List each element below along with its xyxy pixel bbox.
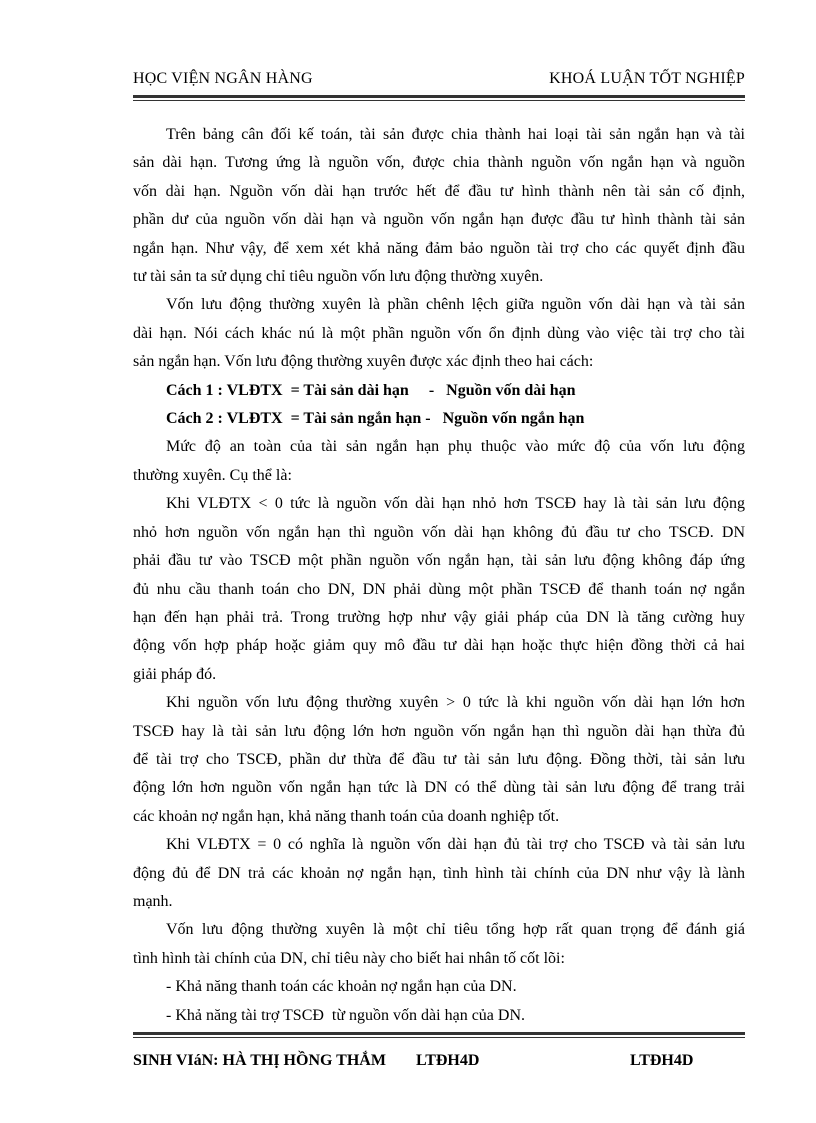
formula-line: Cách 1 : VLĐTX = Tài sản dài hạn - Nguồn vốn dài hạn xyxy=(166,381,576,399)
header-institution: HỌC VIỆN NGÂN HÀNG xyxy=(133,70,313,87)
text-line: các khoản nợ ngắn hạn, khả năng thanh toán của doanh nghiệp tốt. xyxy=(133,807,560,825)
text-line: vốn dài hạn. Nguồn vốn dài hạn trước hết để đầu tư hình thành nên tài sản cố định, xyxy=(133,182,745,200)
text-line: mạnh. xyxy=(133,892,173,910)
text-line: Khi VLĐTX < 0 tức là nguồn vốn dài hạn nhỏ hơn TSCĐ hay là tài sản lưu động xyxy=(166,495,745,513)
text-line: Khi nguồn vốn lưu động thường xuyên > 0 tức là khi nguồn vốn dài hạn lớn hơn xyxy=(166,694,745,712)
text-line: sản dài hạn. Tương ứng là nguồn vốn, được chia thành nguồn vốn ngắn hạn và nguồn xyxy=(133,154,745,172)
text-line: động lớn hơn nguồn vốn ngắn hạn tức là DN có thể dùng tài sản lưu động để trang trải xyxy=(133,779,745,797)
text-line: tình hình tài chính của DN, chỉ tiêu này cho biết hai nhân tố cốt lõi: xyxy=(133,949,565,967)
text-line: để tài trợ cho TSCĐ, phần dư thừa để đầu tư tài sản lưu động. Đồng thời, tài sản lưu xyxy=(133,750,745,768)
text-line: thường xuyên. Cụ thể là: xyxy=(133,466,292,484)
text-line: phần dư của nguồn vốn dài hạn và nguồn vốn ngắn hạn được đầu tư hình thành tài sản xyxy=(133,211,745,229)
text-line: phải đầu tư vào TSCĐ một phần nguồn vốn ngắn hạn, tài sản lưu động không đáp ứng xyxy=(133,552,745,570)
text-line: TSCĐ hay là tài sản lưu động lớn hơn nguồn vốn ngắn hạn thì nguồn dài hạn thừa đủ xyxy=(133,722,745,740)
header-doc-type: KHOÁ LUẬN TỐT NGHIỆP xyxy=(549,70,745,87)
bullet-item: - Khả năng tài trợ TSCĐ từ nguồn vốn dài hạn của DN. xyxy=(166,1006,525,1024)
text-line: tư tài sản ta sử dụng chỉ tiêu nguồn vốn lưu động thường xuyên. xyxy=(133,268,544,286)
footer-class-code-right: LTĐH4D xyxy=(630,1052,694,1069)
formula-line: Cách 2 : VLĐTX = Tài sản ngắn hạn - Nguồn vốn ngắn hạn xyxy=(166,410,585,428)
text-line: giải pháp đó. xyxy=(133,665,217,683)
text-line: Mức độ an toàn của tài sản ngắn hạn phụ thuộc vào mức độ của vốn lưu động xyxy=(166,438,745,456)
text-line: Vốn lưu động thường xuyên là một chỉ tiêu tổng hợp rất quan trọng để đánh giá xyxy=(166,921,745,939)
paragraph xyxy=(133,916,745,973)
text-line: Vốn lưu động thường xuyên là phần chênh lệch giữa nguồn vốn dài hạn và tài sản xyxy=(166,296,745,314)
text-line: nhỏ hơn nguồn vốn ngắn hạn thì nguồn vốn dài hạn không đủ đầu tư cho TSCĐ. DN xyxy=(133,523,745,541)
footer-double-rule xyxy=(133,1032,745,1038)
paragraph xyxy=(133,433,745,490)
header-double-rule xyxy=(133,95,745,101)
paragraph xyxy=(133,689,745,831)
footer-student-name: SINH VIáN: HÀ THỊ HỒNG THẮM xyxy=(133,1052,386,1069)
text-line: dài hạn. Nói cách khác nú là một phần nguồn vốn ổn định dùng vào việc tài trợ cho tài xyxy=(133,324,745,342)
text-line: Trên bảng cân đối kế toán, tài sản được chia thành hai loại tài sản ngắn hạn và tài xyxy=(166,126,745,143)
text-line: đủ nhu cầu thanh toán cho DN, DN phải dùng một phần TSCĐ để thanh toán nợ ngắn xyxy=(133,580,745,598)
text-line: ngắn hạn. Như vậy, để xem xét khả năng đảm bảo nguồn tài trợ cho các quyết định đầu xyxy=(133,239,745,257)
footer-class-code: LTĐH4D xyxy=(416,1052,480,1069)
text-line: động đủ để DN trả các khoản nợ ngắn hạn, tình hình tài chính của DN như vậy là lành xyxy=(133,864,745,882)
text-line: hạn đến hạn phải trả. Trong trường hợp như vậy giải pháp của DN là tăng cường huy xyxy=(133,608,745,626)
document-body xyxy=(133,121,745,1030)
paragraph xyxy=(133,291,745,376)
text-line: động vốn hợp pháp hoặc giảm quy mô đầu tư dài hạn hoặc thực hiện đồng thời cả hai xyxy=(133,637,745,655)
bullet-item: - Khả năng thanh toán các khoản nợ ngắn hạn của DN. xyxy=(166,978,517,996)
page-header xyxy=(133,70,745,90)
paragraph xyxy=(133,121,745,291)
text-line: sản ngắn hạn. Vốn lưu động thường xuyên được xác định theo hai cách: xyxy=(133,353,594,371)
text-line: Khi VLĐTX = 0 có nghĩa là nguồn vốn dài hạn đủ tài trợ cho TSCĐ và tài sản lưu xyxy=(166,836,745,854)
paragraph xyxy=(133,831,745,916)
paragraph xyxy=(133,490,745,689)
